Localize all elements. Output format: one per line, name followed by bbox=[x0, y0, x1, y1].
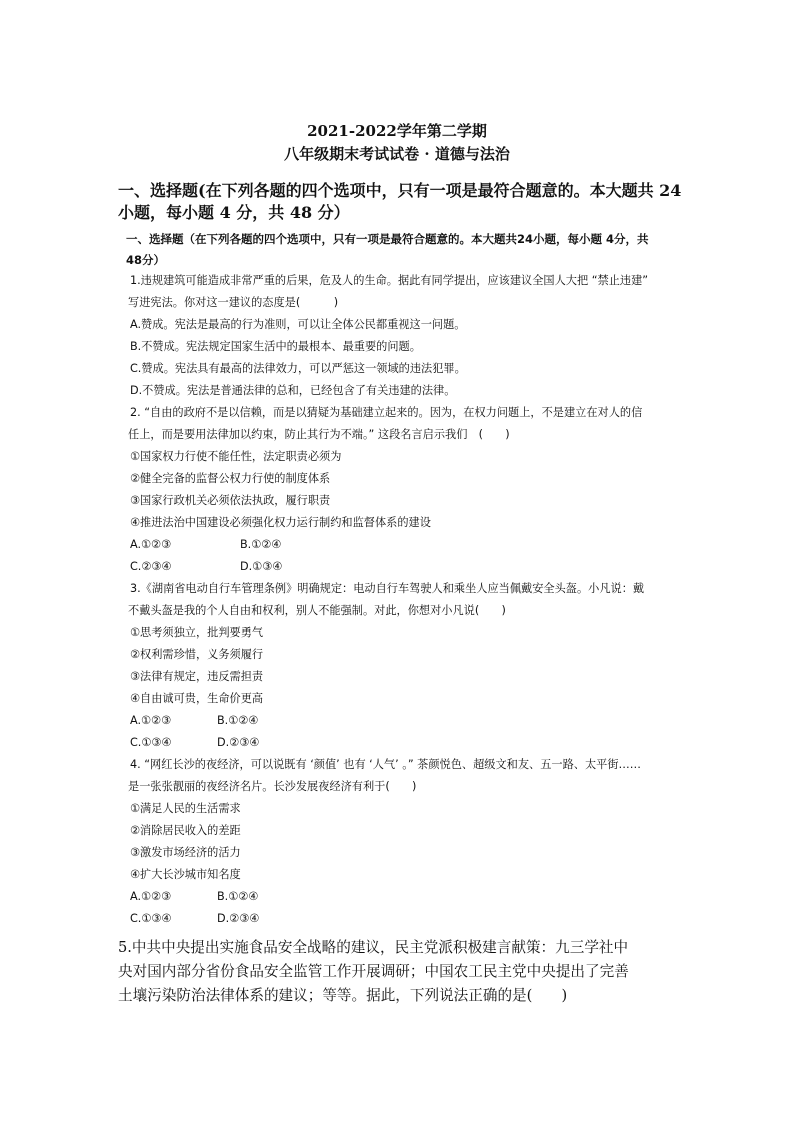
q2-statement-2: ②健全完备的监督公权力行使的制度体系 bbox=[130, 472, 331, 485]
q4-choice-d: D.②③④ bbox=[217, 912, 260, 925]
exam-title: 八年级期末考试试卷 · 道德与法治 bbox=[284, 145, 510, 163]
q4-statement-1: ①满足人民的生活需求 bbox=[130, 802, 241, 815]
q3-statement-3: ③法律有规定，违反需担责 bbox=[130, 670, 264, 683]
q1-option-b: B.不赞成。宪法规定国家生活中的最根本、最重要的问题。 bbox=[130, 340, 421, 353]
q3-stem-line2: 不戴头盔是我的个人自由和权利，别人不能强制。对此，你想对小凡说( ) bbox=[128, 604, 506, 617]
q2-statement-4: ④推进法治中国建设必须强化权力运行制约和监督体系的建设 bbox=[130, 516, 431, 529]
q4-choice-b: B.①②④ bbox=[217, 890, 259, 903]
q3-choice-a: A.①②③ bbox=[130, 714, 172, 727]
section-subheading-line1: 一、选择题（在下列各题的四个选项中，只有一项是最符合题意的。本大题共24小题，每小题 4分，共 bbox=[126, 232, 649, 246]
q5-stem-line2: 央对国内部分省份食品安全监管工作开展调研；中国农工民主党中央提出了完善 bbox=[118, 963, 629, 980]
q3-choice-b: B.①②④ bbox=[217, 714, 259, 727]
q2-stem-line2: 任上，而是要用法律加以约束，防止其行为不端。” 这段名言启示我们 ( ) bbox=[128, 428, 510, 441]
q3-statement-1: ①思考须独立，批判要勇气 bbox=[130, 626, 264, 639]
q4-choice-a: A.①②③ bbox=[130, 890, 172, 903]
q3-statement-2: ②权利需珍惜，义务须履行 bbox=[130, 648, 264, 661]
q4-stem-line2: 是一张张靓丽的夜经济名片。长沙发展夜经济有利于( ) bbox=[128, 780, 417, 793]
q1-stem-line1: 1.违规建筑可能造成非常严重的后果，危及人的生命。据此有同学提出，应该建议全国人大把 “禁止违建” bbox=[130, 274, 649, 287]
q1-option-a: A.赞成。宪法是最高的行为准则，可以让全体公民都重视这一问题。 bbox=[130, 318, 466, 331]
q4-choice-c: C.①③④ bbox=[130, 912, 172, 925]
q2-choice-c: C.②③④ bbox=[130, 560, 172, 573]
q1-stem-line2: 写进宪法。你对这一建议的态度是( ) bbox=[128, 296, 339, 309]
q2-choice-b: B.①②④ bbox=[240, 538, 282, 551]
q5-stem-line1: 5.中共中央提出实施食品安全战略的建议，民主党派积极建言献策：九三学社中 bbox=[118, 939, 629, 956]
q4-statement-4: ④扩大长沙城市知名度 bbox=[130, 868, 241, 881]
section-heading-line2: 小题，每小题 4 分，共 48 分） bbox=[118, 203, 350, 222]
q2-statement-1: ①国家权力行使不能任性，法定职责必须为 bbox=[130, 450, 342, 463]
section-heading-line1: 一、选择题(在下列各题的四个选项中，只有一项是最符合题意的。本大题共 24 bbox=[118, 181, 682, 200]
q3-choice-c: C.①③④ bbox=[130, 736, 172, 749]
exam-year-term: 2021-2022学年第二学期 bbox=[307, 122, 487, 140]
q2-statement-3: ③国家行政机关必须依法执政，履行职责 bbox=[130, 494, 331, 507]
section-subheading-line2: 48分） bbox=[126, 253, 166, 267]
q2-stem-line1: 2. “自由的政府不是以信赖，而是以猜疑为基础建立起来的。因为，在权力问题上，不是建立在对人的信 bbox=[130, 406, 643, 419]
q2-choice-d: D.①③④ bbox=[240, 560, 283, 573]
q4-statement-3: ③激发市场经济的活力 bbox=[130, 846, 241, 859]
q2-choice-a: A.①②③ bbox=[130, 538, 172, 551]
q4-stem-line1: 4. “网红长沙的夜经济，可以说既有 ‘颜值’ 也有 ‘人气’ 。” 茶颜悦色、超级文和友、五一路、太平街…… bbox=[130, 758, 641, 771]
q1-option-d: D.不赞成。宪法是普通法律的总和，已经包含了有关违建的法律。 bbox=[130, 384, 456, 397]
q3-choice-d: D.②③④ bbox=[217, 736, 260, 749]
q1-option-c: C.赞成。宪法具有最高的法律效力，可以严惩这一领域的违法犯罪。 bbox=[130, 362, 466, 375]
q4-statement-2: ②消除居民收入的差距 bbox=[130, 824, 241, 837]
q3-statement-4: ④自由诚可贵，生命价更高 bbox=[130, 692, 264, 705]
q5-stem-line3: 土壤污染防治法律体系的建议；等等。据此，下列说法正确的是( ) bbox=[118, 987, 568, 1004]
q3-stem-line1: 3.《湖南省电动自行车管理条例》明确规定：电动自行车驾驶人和乘坐人应当佩戴安全头盔。小凡说：戴 bbox=[130, 582, 645, 595]
